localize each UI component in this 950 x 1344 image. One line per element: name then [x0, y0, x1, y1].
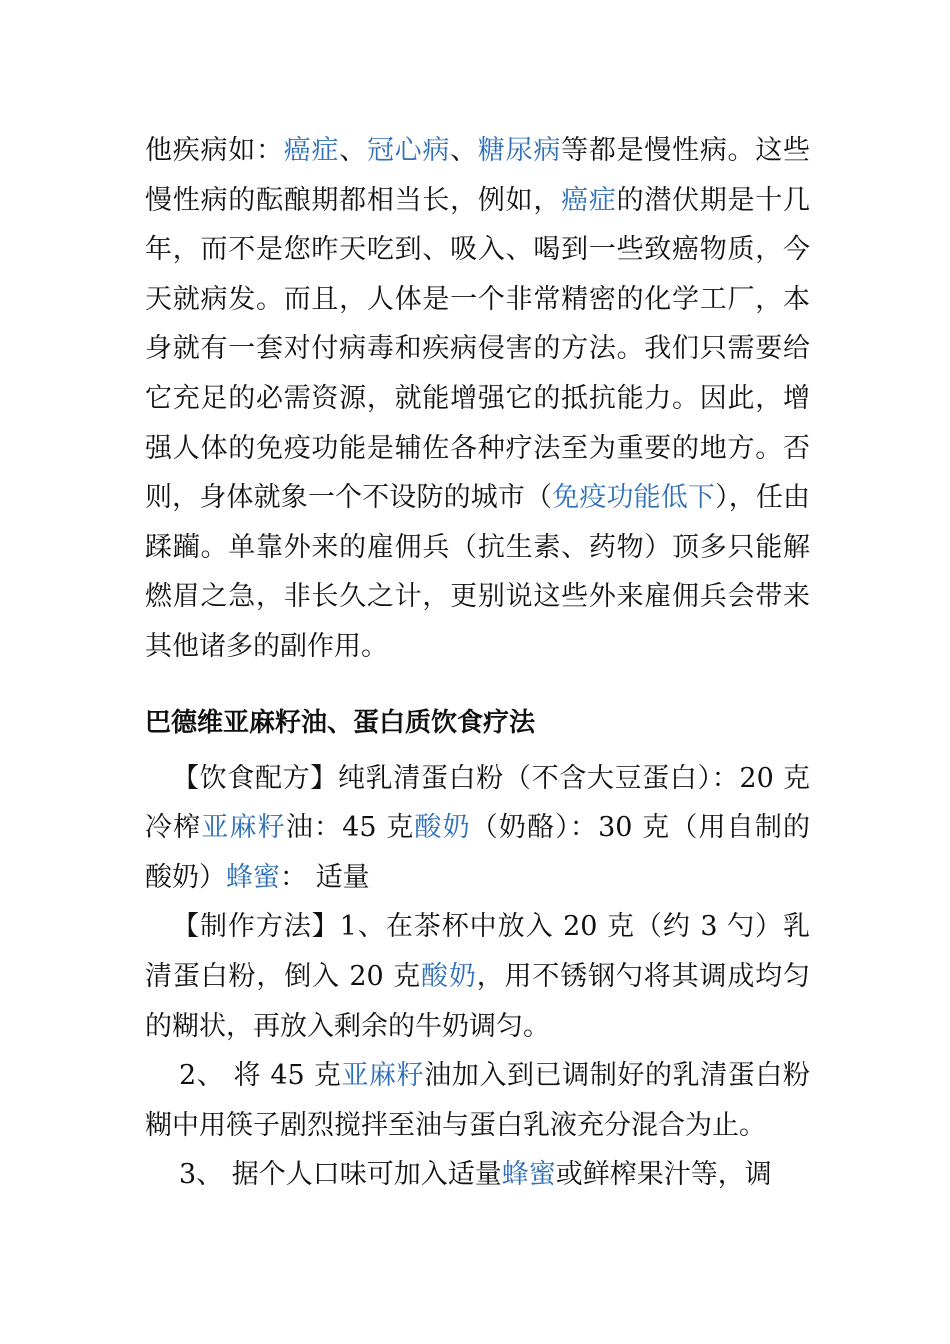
paragraph-text: 、 — [339, 135, 367, 166]
recipe-paragraph — [145, 754, 810, 903]
paragraph-text: 或鲜榨果汁等，调 — [555, 1159, 772, 1191]
section-heading: 巴德维亚麻籽油、蛋白质饮食疗法 — [145, 707, 536, 738]
paragraph-text: 他疾病如： — [145, 135, 284, 166]
step-2-paragraph — [145, 1051, 810, 1150]
paragraph-text: 油：45 克 — [285, 812, 415, 844]
link-yogurt-2[interactable]: 酸奶 — [421, 960, 477, 992]
link-honey-2[interactable]: 蜂蜜 — [501, 1159, 556, 1191]
method-paragraph — [145, 902, 810, 1051]
paragraph-text: 【制作方法】1、在茶杯中放入 20 克（约 3 勺）乳清蛋白粉，倒入 20 克 — [145, 911, 810, 992]
intro-paragraph — [145, 126, 810, 672]
link-cancer[interactable]: 癌症 — [283, 135, 340, 166]
paragraph-text: ），任由蹂躏。单靠外来的雇佣兵（抗生素、药物）顶多只能解燃眉之急，非长久之计，更别说这些外来雇佣兵会带来其他诸多的副作用。 — [145, 482, 810, 662]
link-flaxseed-2[interactable]: 亚麻籽 — [341, 1060, 425, 1092]
paragraph-text: 等都是慢性病。这些慢性病的酝酿期都相当长，例如， — [145, 135, 811, 216]
paragraph-text: 2、 将 45 克 — [179, 1060, 342, 1092]
paragraph-text: 油加入到已调制好的乳清蛋白粉糊中用筷子剧烈搅拌至油与蛋白乳液充分混合为止。 — [145, 1060, 810, 1141]
paragraph-text: 【饮食配方】纯乳清蛋白粉（不含大豆蛋白）：20 克冷榨 — [145, 762, 810, 844]
link-coronary-heart-disease[interactable]: 冠心病 — [366, 135, 451, 166]
paragraph-text: 的潜伏期是十几年，而不是您昨天吃到、吸入、喝到一些致癌物质，今天就病发。而且，人体是一个非常精密的化学工厂，本身就有一套对付病毒和疾病侵害的方法。我们只需要给它充足的必需资源，就能增强它的抵抗能力。因此，增强人体的免疫功能是辅佐各种疗法至为重要的地方。否则，身体就象一个不设防的城市（ — [145, 184, 811, 514]
paragraph-text: 、 — [450, 135, 478, 166]
link-flaxseed[interactable]: 亚麻籽 — [201, 812, 286, 844]
link-yogurt[interactable]: 酸奶 — [414, 812, 471, 844]
link-cancer-2[interactable]: 癌症 — [561, 184, 617, 216]
paragraph-text: ，用不锈钢勺将其调成均匀的糊状，再放入剩余的牛奶调匀。 — [145, 960, 811, 1042]
paragraph-text: 3、 据个人口味可加入适量 — [179, 1159, 502, 1191]
link-honey[interactable]: 蜂蜜 — [226, 861, 280, 893]
paragraph-text: ： 适量 — [280, 861, 370, 893]
link-immune-deficiency[interactable]: 免疫功能低下 — [552, 482, 716, 514]
paragraph-text: （奶酪）：30 克（用自制的酸奶） — [145, 812, 810, 893]
step-3-paragraph — [145, 1150, 810, 1200]
link-diabetes[interactable]: 糖尿病 — [477, 135, 562, 166]
